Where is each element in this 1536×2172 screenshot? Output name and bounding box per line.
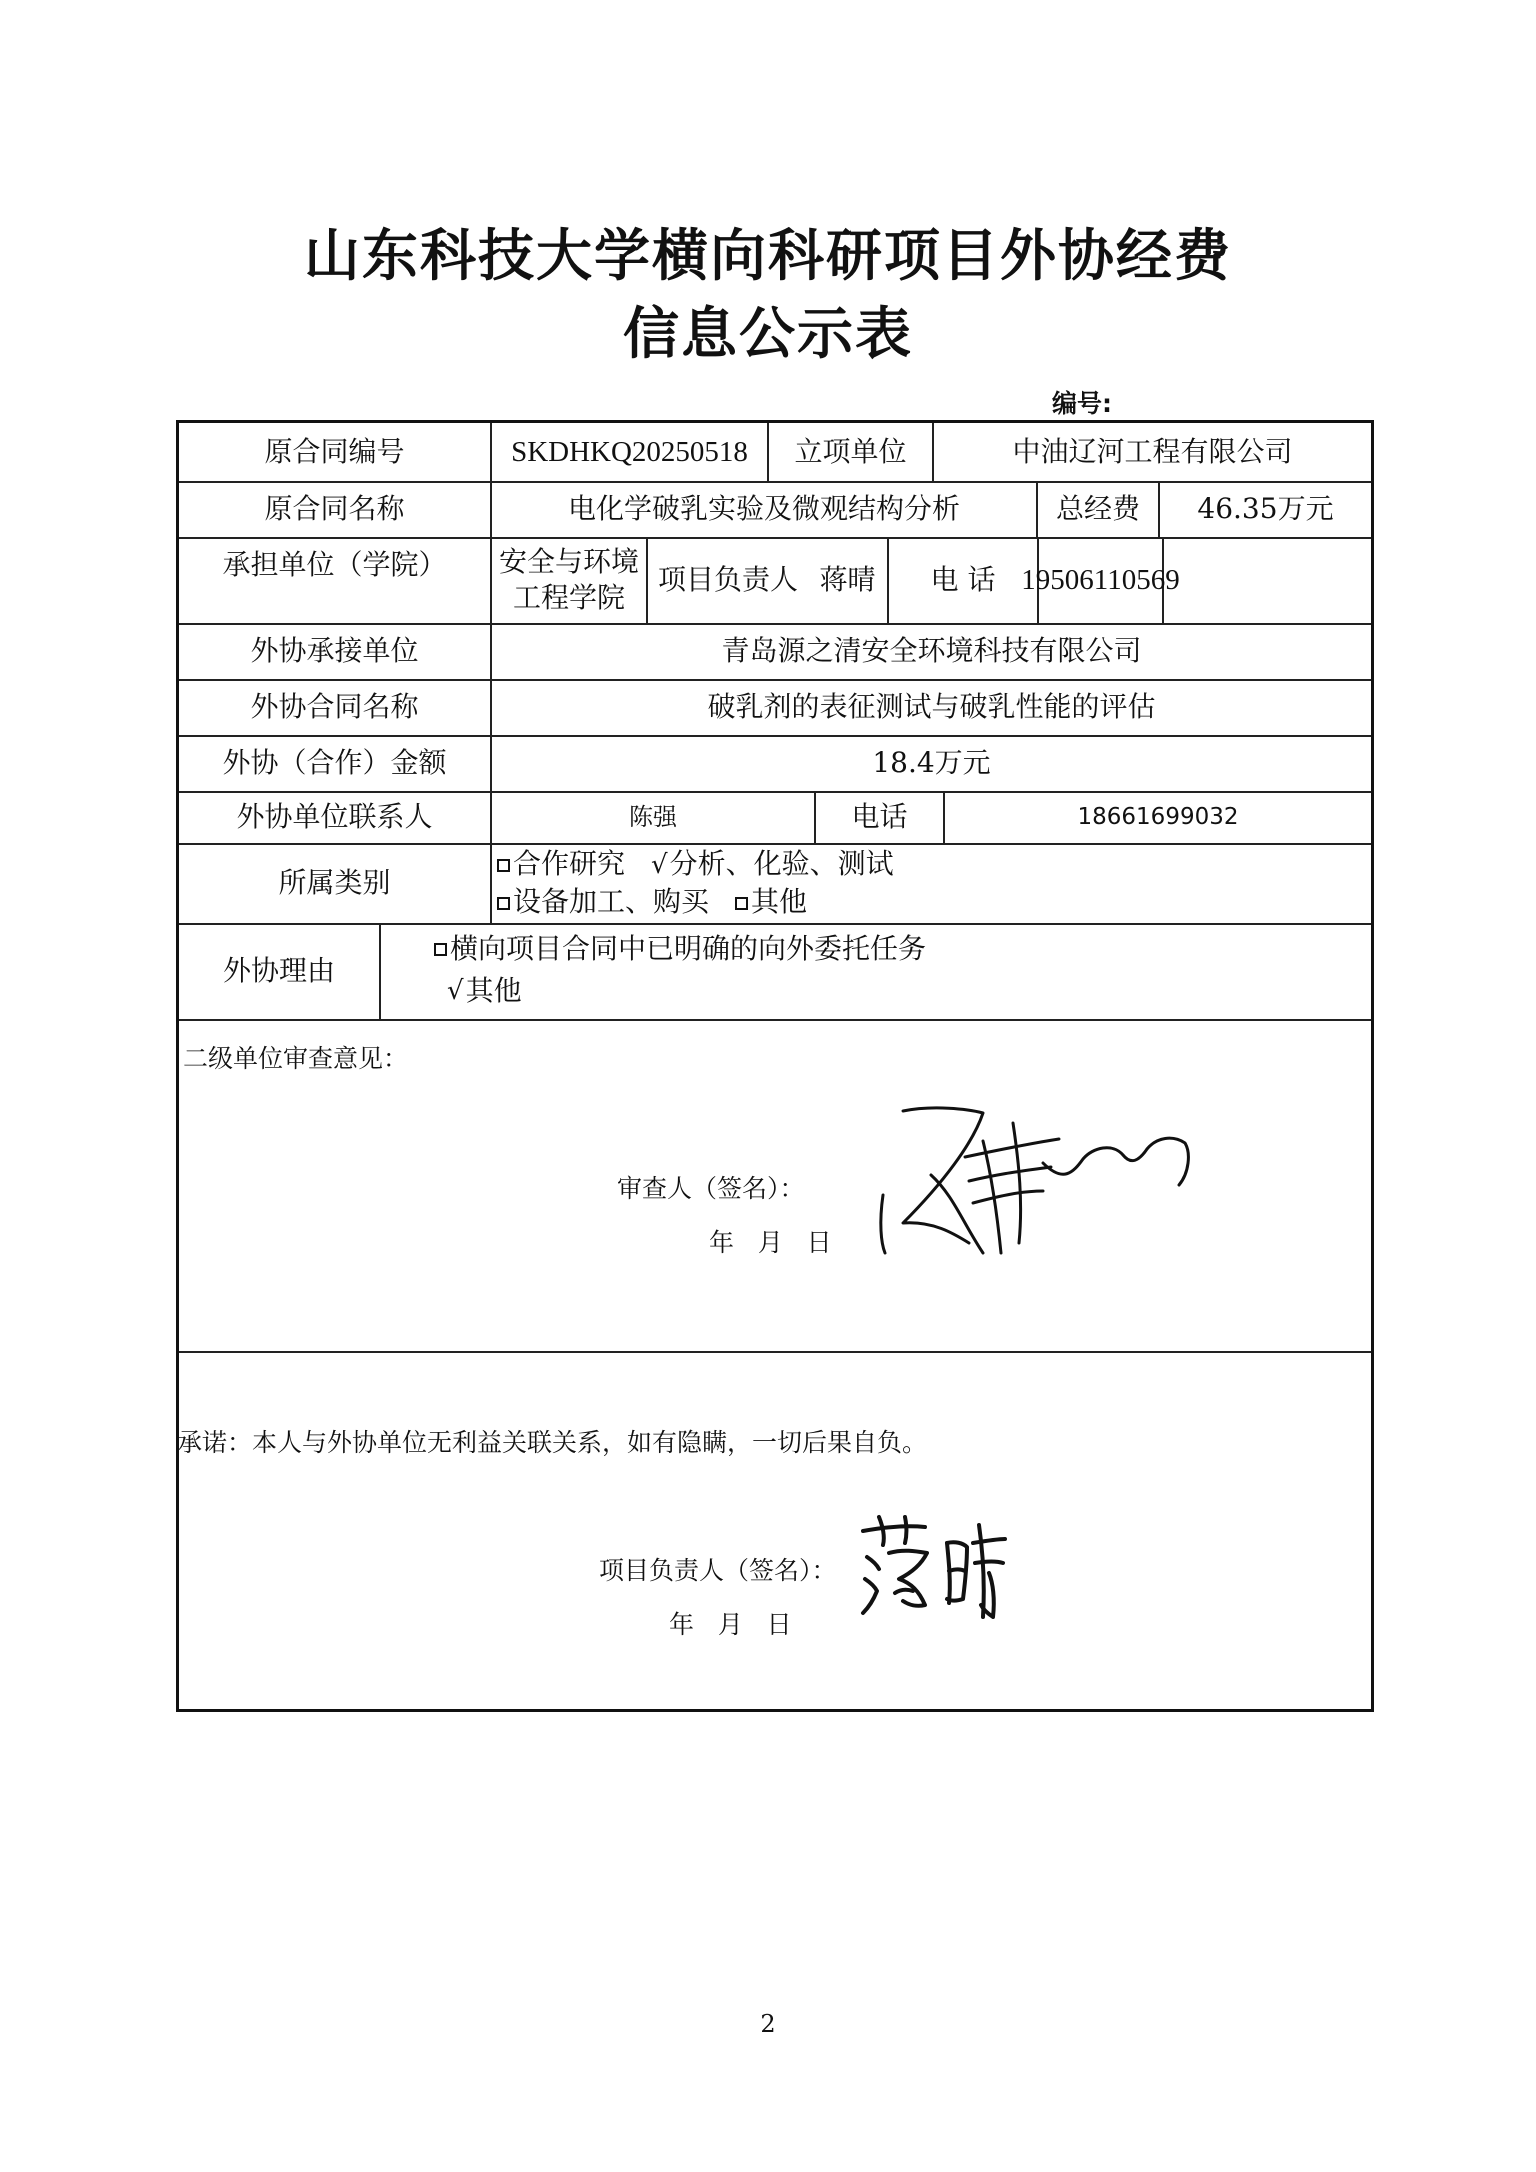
- unchecked-box-icon: [497, 859, 510, 872]
- project-unit-label: 立项单位: [794, 435, 907, 468]
- category-option-other[interactable]: 其他: [735, 884, 807, 920]
- total-fund-label: 总经费: [1055, 492, 1140, 525]
- category-line2: [497, 883, 1357, 921]
- undertaker-label: 承担单位（学院）: [222, 548, 447, 581]
- project-unit-value: 中油辽河工程有限公司: [1012, 435, 1293, 468]
- unchecked-box-icon: [735, 897, 748, 910]
- checkmark-icon: √: [447, 976, 464, 1006]
- reason-option-entrusted[interactable]: 横向项目合同中已明确的向外委托任务: [434, 929, 1334, 969]
- leader-phone-value: 19506110569: [1021, 564, 1180, 596]
- college-line2: 工程学院: [512, 581, 625, 614]
- contact-phone-label: 电话: [851, 800, 908, 833]
- contract-no-value: SKDHKQ20250518: [511, 436, 748, 468]
- reviewer-signature: [873, 1103, 1213, 1263]
- leader-label: 项目负责人: [657, 563, 798, 596]
- leader-signature: [855, 1513, 1015, 1623]
- checkmark-icon: √: [651, 849, 668, 880]
- info-table: [176, 420, 1374, 1712]
- category-line1: [497, 845, 1357, 883]
- reviewer-sign-label: 审查人（签名）：: [617, 1174, 805, 1203]
- review-heading: 二级单位审查意见：: [183, 1044, 409, 1073]
- contact-name: 陈强: [629, 803, 677, 831]
- total-fund-value: 46.35万元: [1197, 492, 1334, 525]
- reason-option-other[interactable]: √ 其他: [447, 974, 522, 1007]
- leader-value: 蒋晴: [819, 563, 876, 596]
- leader-phone-label: 电 话: [930, 563, 996, 596]
- review-date-label: 年 月 日: [709, 1228, 832, 1257]
- document-title-line1: 山东科技大学横向科研项目外协经费: [304, 224, 1232, 289]
- unchecked-box-icon: [497, 897, 510, 910]
- partner-unit-value: 青岛源之清安全环境科技有限公司: [721, 634, 1142, 667]
- serial-number-label: 编号:: [1052, 389, 1112, 418]
- contract-name-value: 电化学破乳实验及微观结构分析: [567, 492, 960, 525]
- partner-contract-label: 外协合同名称: [250, 690, 419, 723]
- page-number: 2: [760, 2010, 776, 2038]
- contract-no-label: 原合同编号: [264, 435, 405, 468]
- contact-phone-value: 18661699032: [1077, 804, 1239, 830]
- college-value: [492, 537, 646, 623]
- partner-contract-value: 破乳剂的表征测试与破乳性能的评估: [707, 690, 1156, 723]
- pledge-text: 承诺：本人与外协单位无利益关联关系，如有隐瞒，一切后果自负。: [177, 1428, 928, 1457]
- college-line1: 安全与环境: [498, 545, 639, 578]
- unchecked-box-icon: [434, 943, 447, 956]
- category-option-analysis[interactable]: √分析、化验、测试: [651, 846, 894, 883]
- category-option-cooperative[interactable]: 合作研究: [497, 846, 625, 882]
- reason-label: 外协理由: [222, 954, 335, 987]
- pledge-date-label: 年 月 日: [669, 1610, 792, 1639]
- contact-label: 外协单位联系人: [236, 800, 433, 833]
- category-option-equipment[interactable]: 设备加工、购买: [497, 884, 709, 920]
- partner-unit-label: 外协承接单位: [250, 634, 419, 667]
- category-label: 所属类别: [278, 866, 391, 899]
- document-title-line2: 信息公示表: [623, 302, 913, 367]
- leader-sign-label: 项目负责人（签名）：: [599, 1556, 837, 1585]
- amount-label: 外协（合作）金额: [222, 746, 447, 779]
- contract-name-label: 原合同名称: [264, 492, 405, 525]
- amount-value: 18.4万元: [872, 746, 991, 779]
